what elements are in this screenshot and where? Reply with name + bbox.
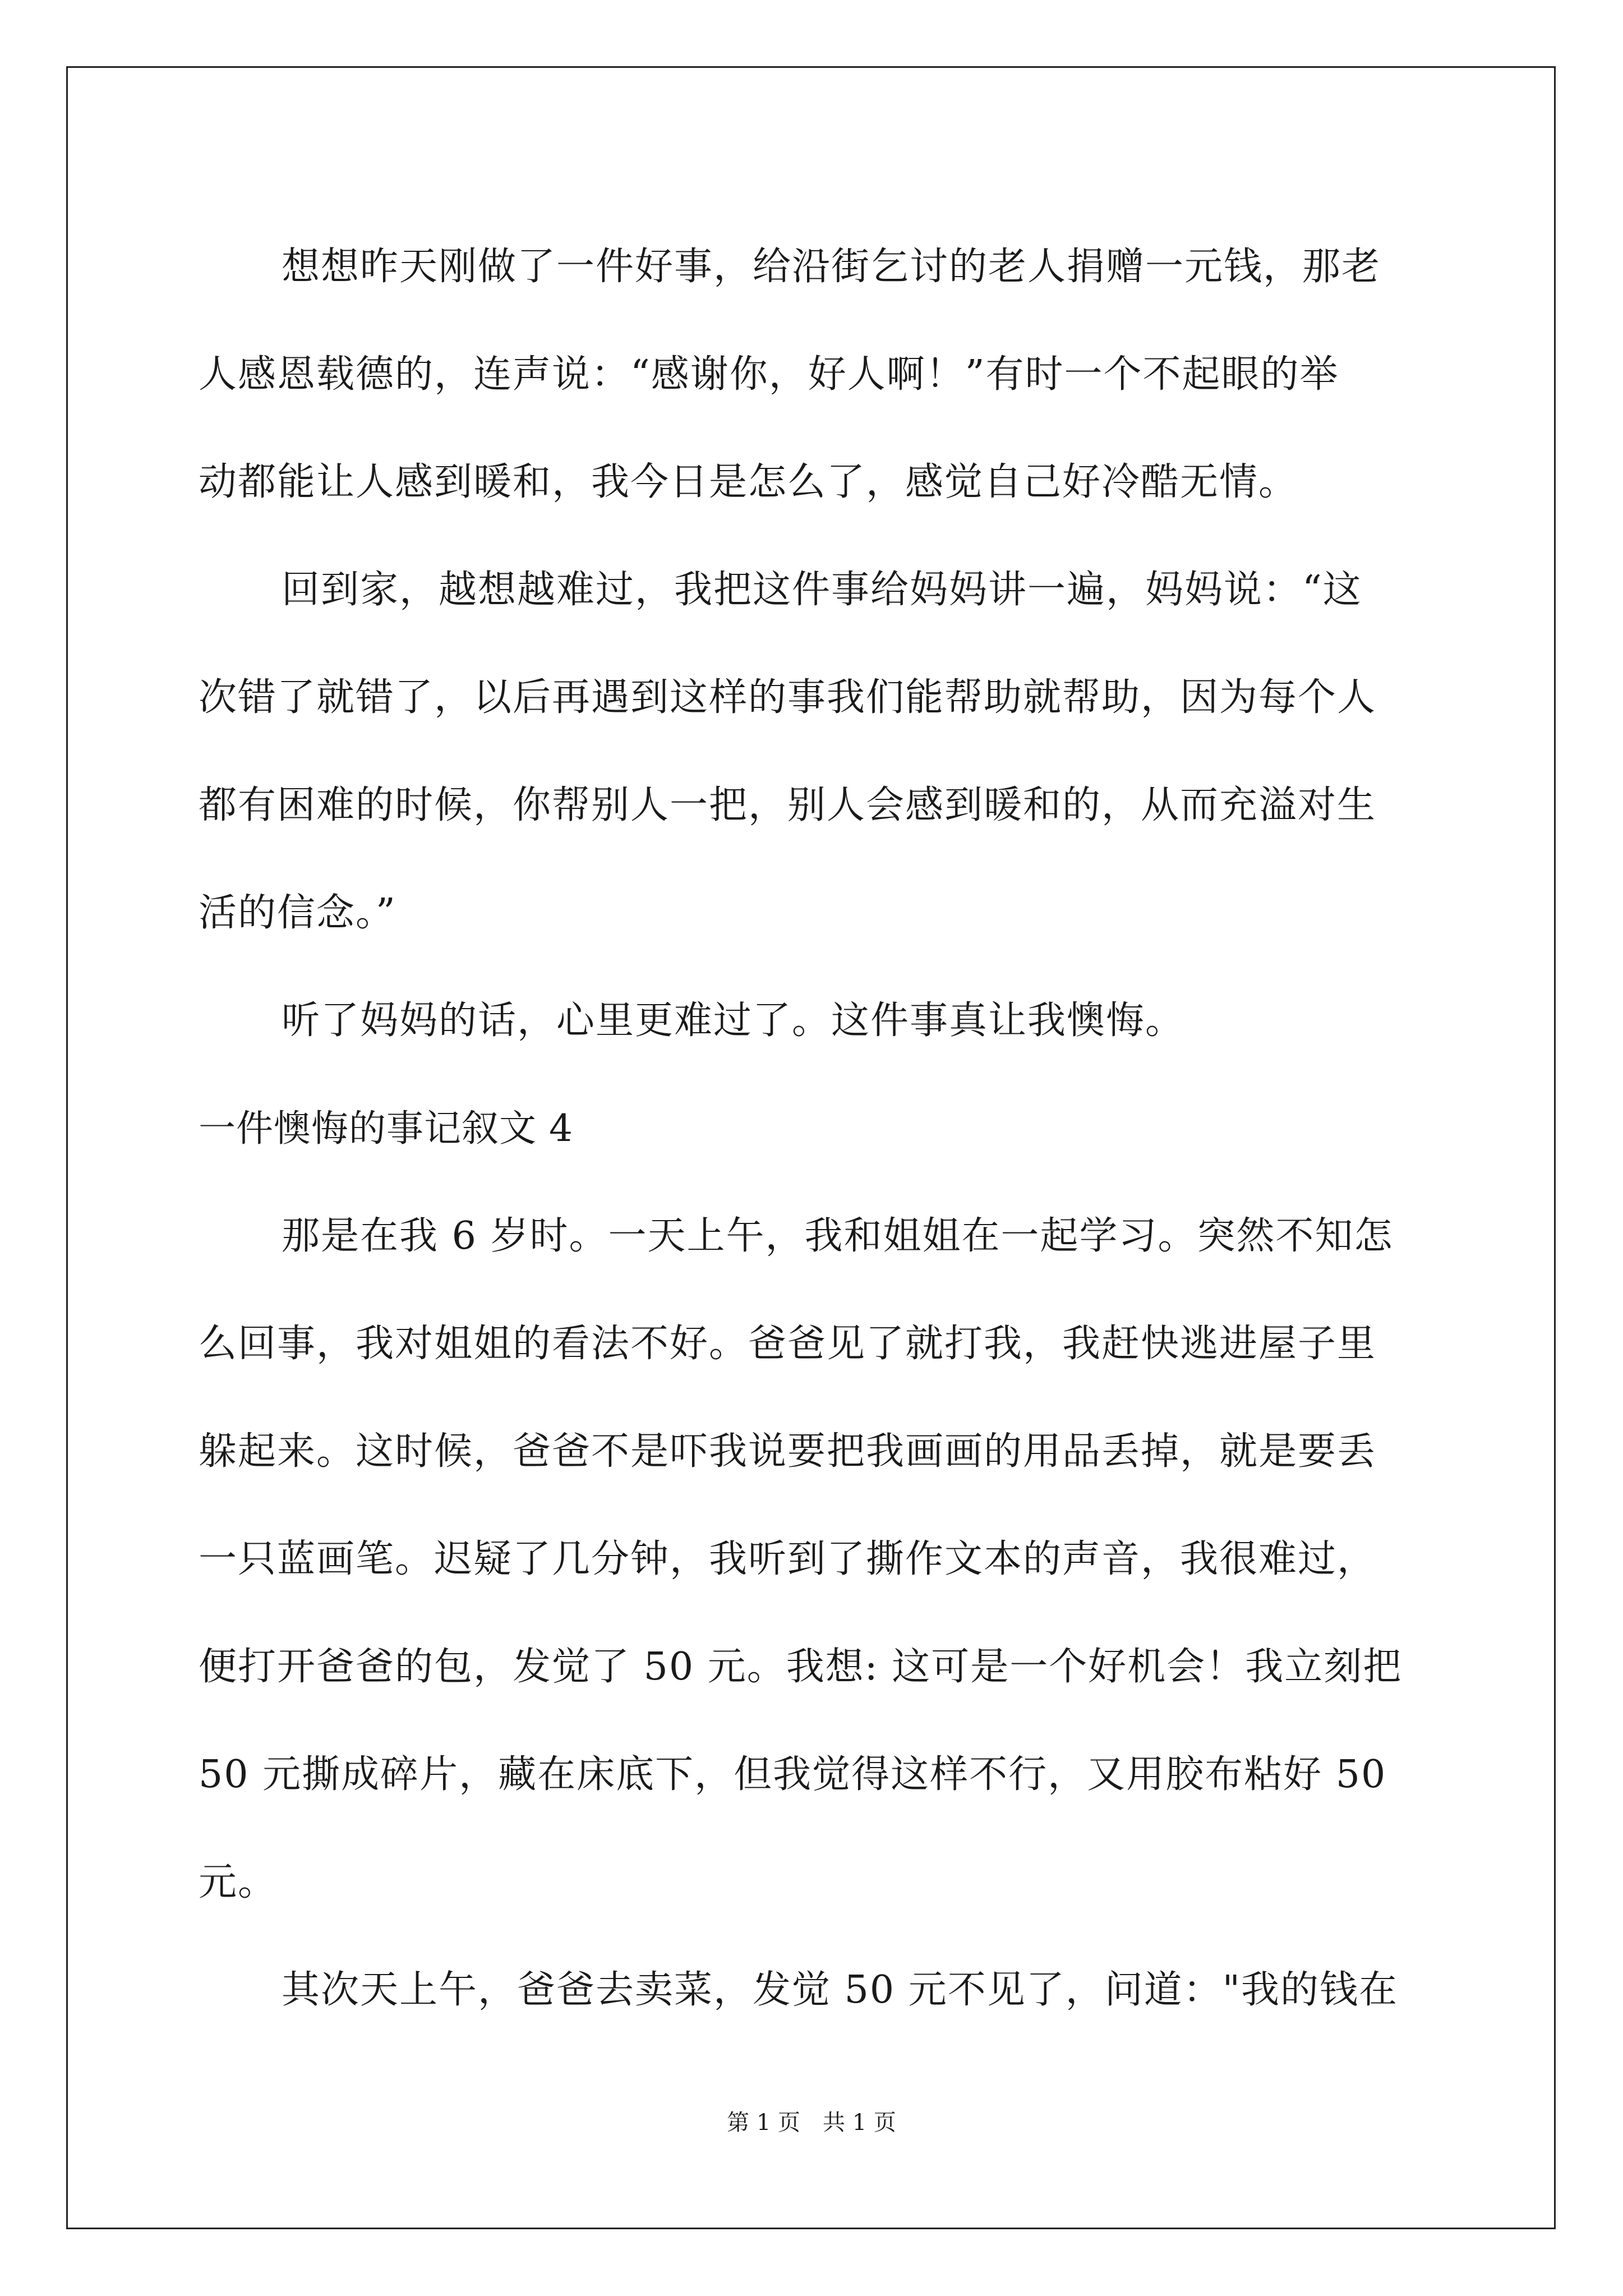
paragraph-line: 活的信念。”	[199, 891, 396, 935]
paragraph-line: 么回事，我对姐姐的看法不好。爸爸见了就打我，我赶快逃进屋子里	[199, 1322, 1377, 1366]
page-footer: 第 1 页 共 1 页	[727, 2110, 896, 2136]
paragraph-line: 其次天上午，爸爸去卖菜，发觉 50 元不见了，问道："我的钱在	[282, 1968, 1399, 2012]
paragraph-line: 想想昨天刚做了一件好事，给沿街乞讨的老人捐赠一元钱，那老	[282, 245, 1381, 289]
document-body	[199, 213, 1427, 2044]
paragraph-line: 回到家，越想越难过，我把这件事给妈妈讲一遍，妈妈说：“这	[282, 568, 1362, 612]
paragraph-line: 元。	[199, 1860, 278, 1904]
paragraph-line: 一只蓝画笔。迟疑了几分钟，我听到了撕作文本的声音，我很难过，	[199, 1537, 1377, 1581]
paragraph-line: 便打开爸爸的包，发觉了 50 元。我想: 这可是一个好机会！我立刻把	[199, 1645, 1403, 1689]
paragraph-line: 躲起来。这时候，爸爸不是吓我说要把我画画的用品丢掉，就是要丢	[199, 1429, 1377, 1474]
paragraph-line: 那是在我 6 岁时。一天上午，我和姐姐在一起学习。突然不知怎	[282, 1214, 1394, 1258]
paragraph-line: 听了妈妈的话，心里更难过了。这件事真让我懊悔。	[282, 999, 1185, 1043]
paragraph-line: 次错了就错了，以后再遇到这样的事我们能帮助就帮助，因为每个人	[199, 675, 1377, 720]
paragraph-line: 都有困难的时候，你帮别人一把，别人会感到暖和的，从而充溢对生	[199, 783, 1377, 827]
paragraph-line: 人感恩载德的，连声说：“感谢你，好人啊！”有时一个不起眼的举	[199, 352, 1339, 397]
paragraph-line: 动都能让人感到暖和，我今日是怎么了，感觉自己好冷酷无情。	[199, 460, 1298, 504]
section-heading: 一件懊悔的事记叙文 4	[199, 1107, 573, 1150]
paragraph-line: 50 元撕成碎片，藏在床底下，但我觉得这样不行，又用胶布粘好 50	[199, 1752, 1387, 1797]
